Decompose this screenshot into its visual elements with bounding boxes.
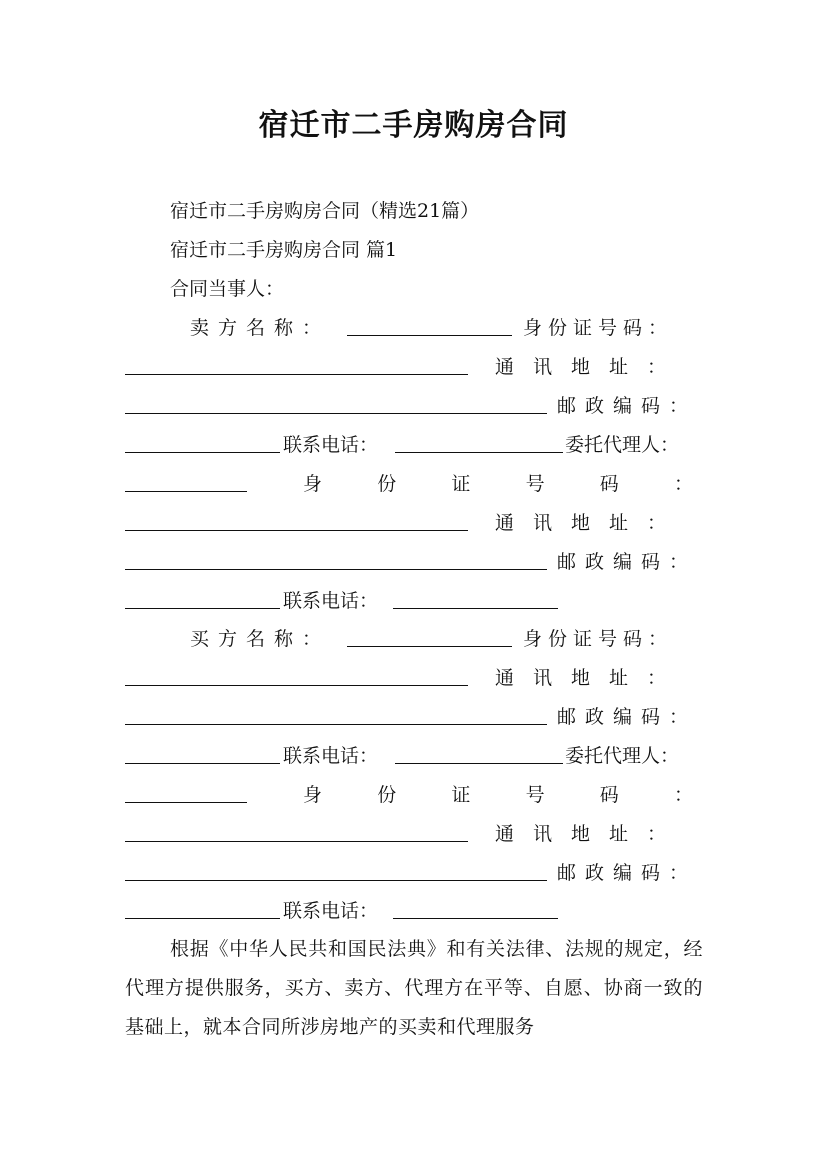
buyer-agent-id-blank	[125, 841, 468, 842]
postcode-label: 邮政编码：	[557, 862, 698, 884]
buyer-agent-address-blank	[125, 880, 547, 881]
id-number-label-spread: 身 份 证 号 码 ：	[303, 473, 693, 495]
buyer-phone-row	[125, 737, 693, 776]
seller-postcode-blank	[125, 452, 280, 453]
seller-agent-id-blank	[125, 530, 468, 531]
buyer-name-blank	[347, 646, 512, 647]
buyer-agent-id-row	[125, 776, 693, 815]
postcode-label: 邮政编码：	[557, 395, 698, 417]
document-title: 宿迁市二手房购房合同	[258, 108, 569, 143]
seller-agent-address-blank	[125, 569, 547, 570]
agent-label: 委托代理人：	[565, 434, 680, 456]
buyer-agent-address-row	[125, 815, 693, 854]
seller-name-label: 卖方名称：	[190, 317, 331, 339]
address-label: 通讯地址：	[495, 512, 686, 534]
seller-agent-phone-row	[125, 582, 693, 621]
address-label: 通讯地址：	[495, 356, 686, 378]
buyer-address-row	[125, 659, 693, 698]
seller-name-blank	[347, 335, 512, 336]
buyer-name-label: 买方名称：	[190, 628, 331, 650]
phone-label: 联系电话：	[283, 590, 379, 612]
seller-agent-postcode-row	[125, 543, 698, 582]
subtitle: 宿迁市二手房购房合同（精选21篇）	[170, 200, 480, 222]
buyer-address-blank	[125, 724, 547, 725]
seller-name-row	[125, 309, 693, 348]
address-label: 通讯地址：	[495, 823, 686, 845]
seller-postcode-row	[125, 387, 698, 426]
seller-address-blank	[125, 413, 547, 414]
seller-phone-row	[125, 426, 693, 465]
phone-label: 联系电话：	[283, 434, 379, 456]
seller-agent-phone-blank	[393, 608, 558, 609]
buyer-id-blank	[125, 685, 468, 686]
id-number-label: 身份证号码：	[523, 628, 674, 650]
id-number-label-spread: 身 份 证 号 码 ：	[303, 784, 693, 806]
seller-agent-id-row	[125, 465, 693, 504]
body-paragraph: 根据《中华人民共和国民法典》和有关法律、法规的规定，经代理方提供服务，买方、卖方、代理方在平等、自愿、协商一致的基础上，就本合同所涉房地产的买卖和代理服务	[125, 938, 703, 1038]
phone-label: 联系电话：	[283, 745, 379, 767]
buyer-agent-phone-row	[125, 892, 693, 931]
buyer-name-row	[125, 620, 693, 659]
buyer-agent-phone-blank	[393, 918, 558, 919]
id-number-label: 身份证号码：	[523, 317, 674, 339]
seller-id-blank	[125, 374, 468, 375]
buyer-agent-blank	[125, 802, 247, 803]
buyer-agent-postcode-blank	[125, 918, 280, 919]
buyer-phone-blank	[395, 763, 563, 764]
buyer-postcode-blank	[125, 763, 280, 764]
address-label: 通讯地址：	[495, 667, 686, 689]
seller-agent-postcode-blank	[125, 608, 280, 609]
parties-label: 合同当事人：	[170, 278, 285, 300]
buyer-agent-postcode-row	[125, 854, 698, 893]
phone-label: 联系电话：	[283, 900, 379, 922]
section-heading: 宿迁市二手房购房合同 篇1	[170, 239, 398, 261]
seller-agent-address-row	[125, 504, 693, 543]
seller-phone-blank	[395, 452, 563, 453]
seller-agent-blank	[125, 491, 247, 492]
agent-label: 委托代理人：	[565, 745, 680, 767]
postcode-label: 邮政编码：	[557, 706, 698, 728]
seller-address-row	[125, 348, 693, 387]
postcode-label: 邮政编码：	[557, 551, 698, 573]
buyer-postcode-row	[125, 698, 698, 737]
